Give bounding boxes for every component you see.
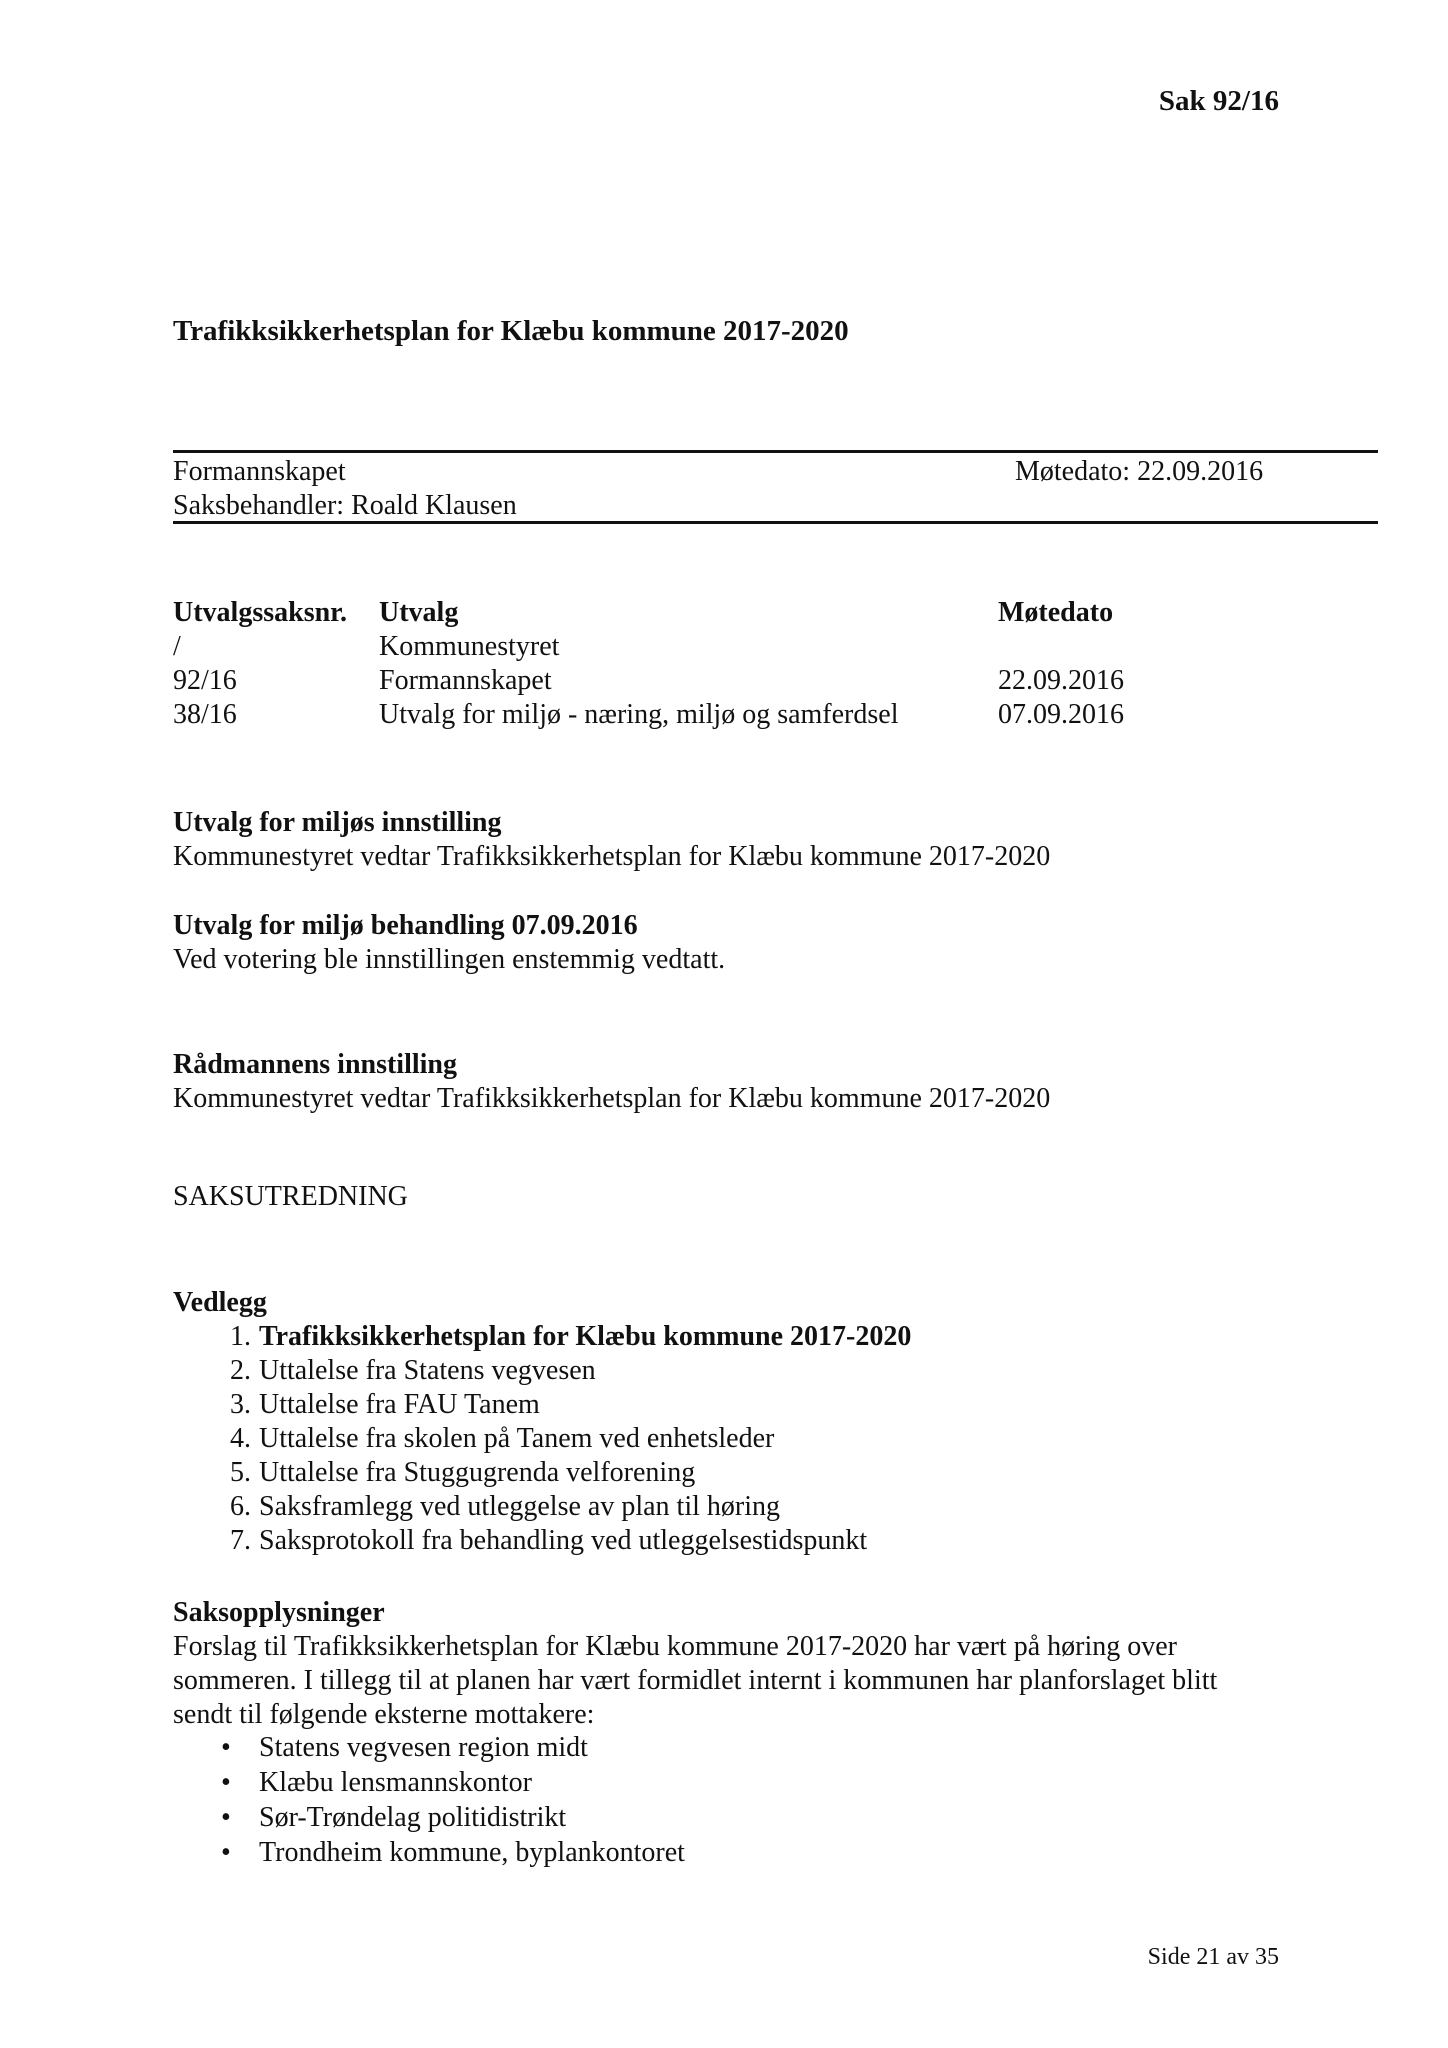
saksutredning-heading: SAKSUTREDNING <box>173 1181 408 1212</box>
paragraph-line: Forslag til Trafikksikkerhetsplan for Klæbu kommune 2017-2020 har vært på høring over <box>173 1631 1177 1662</box>
list-item-number: 2. <box>230 1355 251 1386</box>
vedlegg-heading: Vedlegg <box>173 1287 267 1318</box>
meta-meeting-date: Møtedato: 22.09.2016 <box>1015 456 1264 487</box>
divider-top <box>173 450 1378 453</box>
section-innstilling-miljo <box>173 806 1050 874</box>
list-item-text: Trondheim kommune, byplankontoret <box>259 1837 685 1868</box>
table-cell-utvalg: Formannskapet <box>379 665 552 696</box>
list-item-text: Statens vegvesen region midt <box>259 1732 588 1763</box>
list-item-number: 1. <box>230 1321 251 1352</box>
table-header-dato: Møtedato <box>998 597 1114 628</box>
list-item-text: Saksprotokoll fra behandling ved utleggelsestidspunkt <box>259 1525 868 1556</box>
page-number: Side 21 av 35 <box>1147 1944 1279 1970</box>
bullet-icon: • <box>221 1837 231 1868</box>
section-text: Ved votering ble innstillingen enstemmig vedtatt. <box>173 944 726 975</box>
section-text: Kommunestyret vedtar Trafikksikkerhetsplan for Klæbu kommune 2017-2020 <box>173 1083 1051 1114</box>
table-cell-dato: 07.09.2016 <box>998 699 1124 730</box>
bullet-icon: • <box>221 1802 231 1833</box>
list-item-text: Saksframlegg ved utleggelse av plan til høring <box>259 1491 780 1522</box>
meta-handler: Saksbehandler: Roald Klausen <box>173 490 517 521</box>
table-header-utvalg: Utvalg <box>379 597 459 628</box>
list-item-number: 6. <box>230 1491 251 1522</box>
document-title: Trafikksikkerhetsplan for Klæbu kommune 2017-2020 <box>173 315 849 347</box>
case-number: Sak 92/16 <box>1158 85 1279 117</box>
table-cell-dato: 22.09.2016 <box>998 665 1124 696</box>
meta-committee: Formannskapet <box>173 456 346 487</box>
list-item-text: Sør-Trøndelag politidistrikt <box>259 1802 567 1833</box>
divider-bottom <box>173 521 1378 524</box>
section-behandling-miljo <box>173 909 725 977</box>
list-item-number: 5. <box>230 1457 251 1488</box>
paragraph-line: sendt til følgende eksterne mottakere: <box>173 1699 595 1730</box>
list-item-text: Trafikksikkerhetsplan for Klæbu kommune 2017-2020 <box>259 1321 912 1352</box>
meta-block <box>173 455 517 523</box>
bullet-icon: • <box>221 1732 231 1763</box>
paragraph-line: sommeren. I tillegg til at planen har vært formidlet internt i kommunen har planforslaget blitt <box>173 1665 1218 1696</box>
list-item-text: Uttalelse fra Statens vegvesen <box>259 1355 596 1386</box>
section-saksopplysninger <box>173 1596 1217 1732</box>
list-item-text: Klæbu lensmannskontor <box>259 1767 532 1798</box>
section-heading: Utvalg for miljøs innstilling <box>173 807 502 838</box>
list-item-number: 4. <box>230 1423 251 1454</box>
list-item-number: 7. <box>230 1525 251 1556</box>
table-cell-utvalg: Kommunestyret <box>379 631 560 662</box>
section-heading: Utvalg for miljø behandling 07.09.2016 <box>173 910 638 941</box>
section-heading: Saksopplysninger <box>173 1597 385 1628</box>
table-cell-nr: 38/16 <box>173 699 237 730</box>
list-item-number: 3. <box>230 1389 251 1420</box>
table-cell-utvalg: Utvalg for miljø - næring, miljø og samferdsel <box>379 699 899 730</box>
section-radmannens-innstilling <box>173 1048 1050 1116</box>
bullet-icon: • <box>221 1767 231 1798</box>
list-item-text: Uttalelse fra Stuggugrenda velforening <box>259 1457 696 1488</box>
table-cell-nr: / <box>173 631 181 662</box>
list-item-text: Uttalelse fra FAU Tanem <box>259 1389 540 1420</box>
table-header-nr: Utvalgssaksnr. <box>173 597 348 628</box>
list-item-text: Uttalelse fra skolen på Tanem ved enhetsleder <box>259 1423 775 1454</box>
vedlegg-heading-block <box>173 1286 267 1320</box>
section-text: Kommunestyret vedtar Trafikksikkerhetsplan for Klæbu kommune 2017-2020 <box>173 841 1051 872</box>
section-heading: Rådmannens innstilling <box>173 1049 457 1080</box>
table-cell-nr: 92/16 <box>173 665 237 696</box>
